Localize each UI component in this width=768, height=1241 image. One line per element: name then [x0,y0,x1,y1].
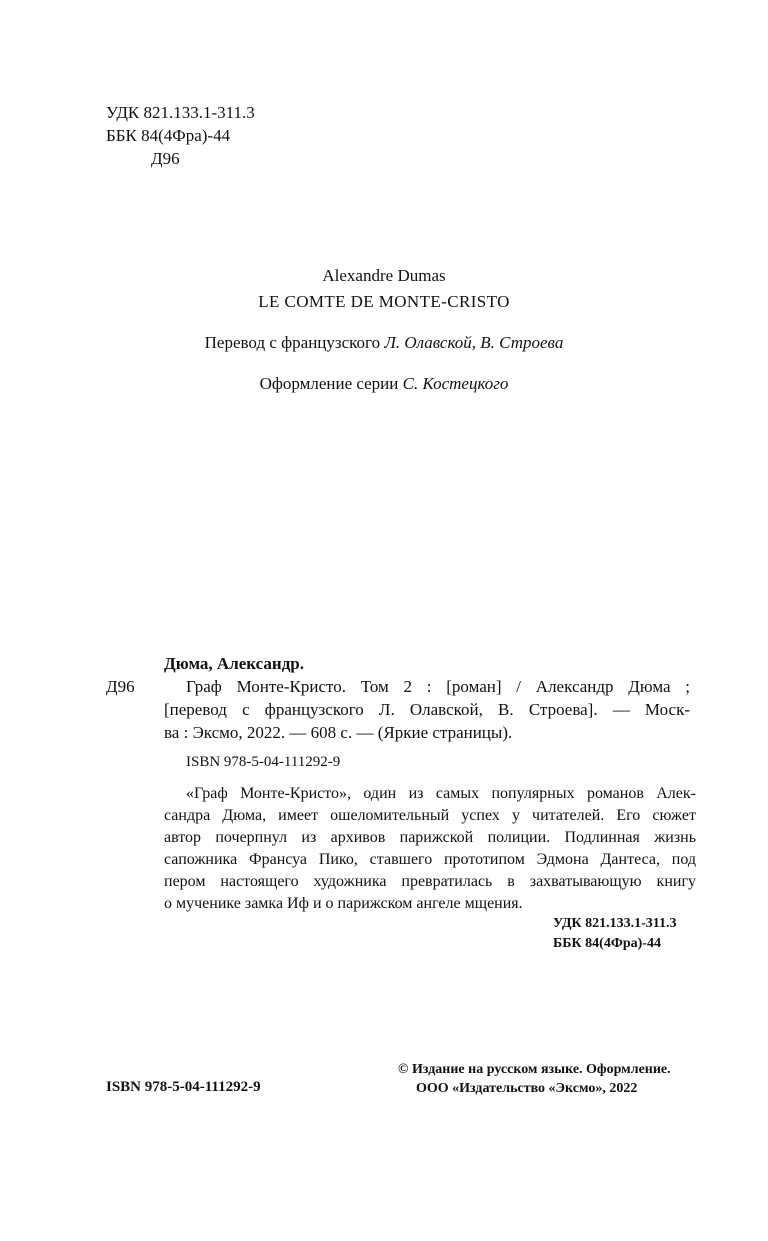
annotation-bbk: ББК 84(4Фра)-44 [553,936,661,951]
copyright-line-1: © Издание на русском языке. Оформление. [398,1062,671,1077]
translators: Л. Олавской, В. Строева [384,333,564,352]
bbk-code: ББК 84(4Фра)-44 [106,126,231,145]
record-heading: Дюма, Александр. [164,654,305,673]
annotation-line-3: автор почерпнул из архивов парижской полиции. Подлинная жизнь [164,829,696,846]
copyright-line-2: ООО «Издательство «Эксмо», 2022 [416,1081,638,1096]
record-line-2: [перевод с французского Л. Олавской, В. Строева]. — Моск- [164,700,690,719]
annotation-line-6: о мученике замка Иф и о парижском ангеле мщения. [164,895,523,912]
design-prefix: Оформление серии [259,374,399,393]
annotation-line-5: пером настоящего художника превратилась в захватывающую книгу [164,873,696,890]
record-line-3: ва : Эксмо, 2022. — 608 с. — (Яркие страницы). [164,723,513,742]
footer-isbn: ISBN 978-5-04-111292-9 [106,1079,261,1095]
record-line-1: Граф Монте-Кристо. Том 2 : [роман] / Александр Дюма ; [186,677,690,696]
designer: С. Костецкого [402,374,509,393]
record-mark: Д96 [106,677,135,696]
original-author: Alexandre Dumas [322,266,446,285]
translation-prefix: Перевод с французского [204,333,381,352]
design-credit [0,373,768,395]
record-isbn: ISBN 978-5-04-111292-9 [186,754,341,770]
annotation-udk: УДК 821.133.1-311.3 [553,916,677,931]
udk-code: УДК 821.133.1-311.3 [106,103,255,122]
translation-credit [0,332,768,354]
original-title: LE COMTE DE MONTE-CRISTO [258,292,510,311]
annotation-line-4: сапожника Франсуа Пико, ставшего прототипом Эдмона Дантеса, под [164,851,696,868]
annotation-line-1: «Граф Монте-Кристо», один из самых популярных романов Алек- [186,785,696,802]
annotation-line-2: сандра Дюма, имеет ошеломительный успех у читателей. Его сюжет [164,807,696,824]
author-mark: Д96 [151,149,180,168]
